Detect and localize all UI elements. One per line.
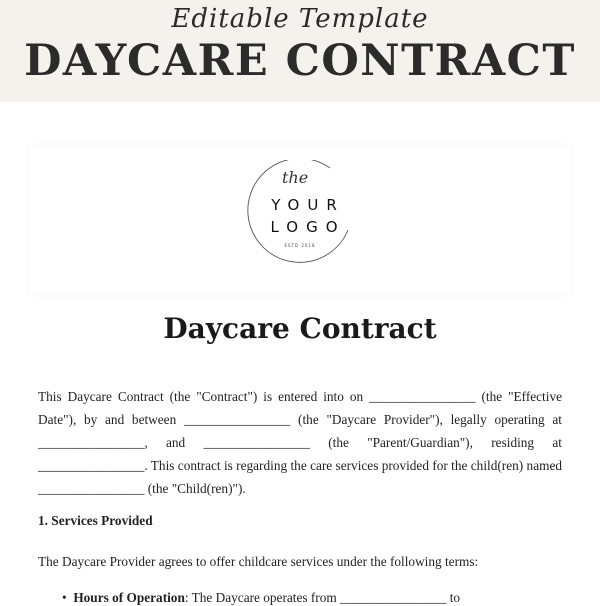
section-heading: 1. Services Provided bbox=[38, 513, 153, 528]
header-banner bbox=[0, 0, 600, 102]
section-paragraph: The Daycare Provider agrees to offer childcare services under the following terms: bbox=[38, 554, 479, 569]
list-item: • Hours of Operation: The Daycare operates from ________________ to bbox=[62, 590, 461, 605]
logo-established-text: ESTD 2018 bbox=[284, 243, 316, 248]
logo-script-text: the bbox=[282, 168, 309, 187]
banner-subtitle: Editable Template bbox=[171, 4, 429, 34]
intro-paragraph: This Daycare Contract (the "Contract") is entered into on ________________ (the "Effective Date"), by and between ________________ (the "Daycare Provider"), legally operating at ________________, and ________________ (the "Parent/Guardian"), residing at ________________. This contract is regarding the care services provided for the child(ren) named ________________ (the "Child(ren)"). bbox=[38, 389, 562, 496]
logo-text-line2: LOGO bbox=[270, 218, 346, 236]
banner-title: DAYCARE CONTRACT bbox=[24, 36, 576, 86]
logo-text-line1: YOUR bbox=[271, 196, 345, 214]
bullet-text: : The Daycare operates from ________________ to bbox=[184, 590, 461, 605]
bullet-label: Hours of Operation bbox=[73, 590, 185, 605]
document-title: Daycare Contract bbox=[163, 312, 437, 345]
